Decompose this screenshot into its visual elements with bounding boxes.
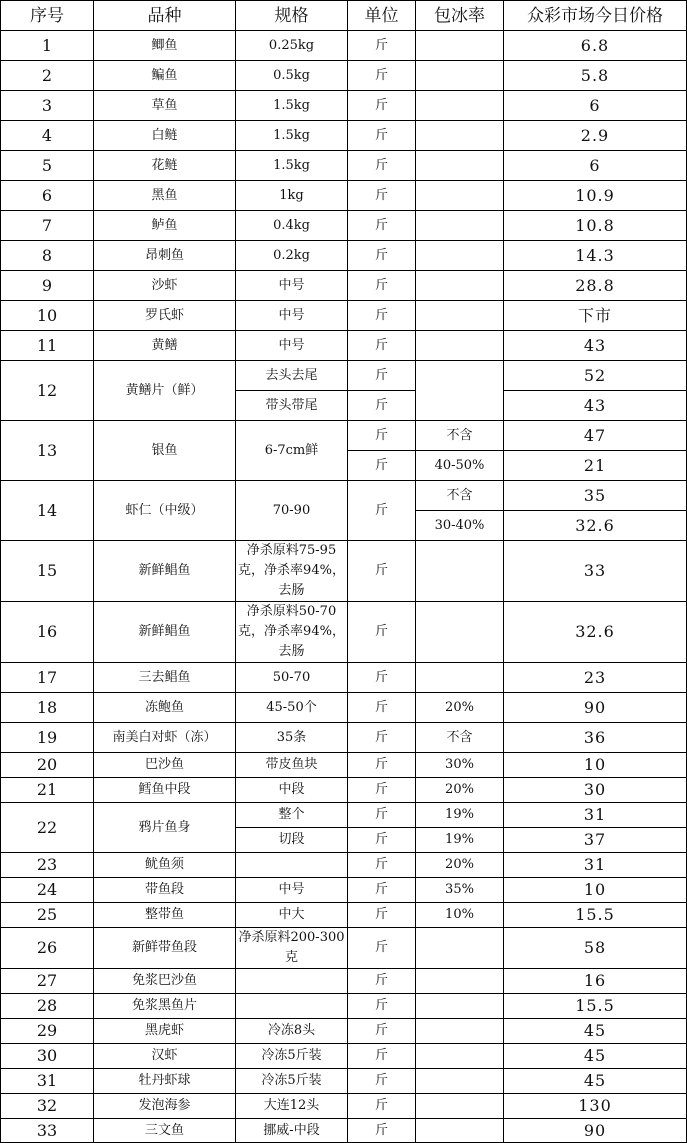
row-no: 26 xyxy=(1,928,94,969)
table-row xyxy=(1,803,687,828)
row-variety: 草鱼 xyxy=(94,91,236,121)
row-variety: 昂刺鱼 xyxy=(94,241,236,271)
row-variety: 鲫鱼 xyxy=(94,31,236,61)
table-row xyxy=(1,878,687,903)
row-unit: 斤 xyxy=(348,903,416,928)
row-unit: 斤 xyxy=(348,91,416,121)
row-spec: 45-50个 xyxy=(236,693,348,723)
row-unit: 斤 xyxy=(348,602,416,663)
row-price: 15.5 xyxy=(504,994,687,1019)
table-row xyxy=(1,421,687,451)
row-price: 10.9 xyxy=(504,181,687,211)
row-ice-rate xyxy=(416,994,504,1019)
row-no: 28 xyxy=(1,994,94,1019)
row-spec: 1.5kg xyxy=(236,121,348,151)
row-price: 43 xyxy=(504,391,687,421)
row-ice-rate xyxy=(416,361,504,421)
row-unit: 斤 xyxy=(348,61,416,91)
row-unit: 斤 xyxy=(348,753,416,778)
row-variety: 黄鳝 xyxy=(94,331,236,361)
row-unit: 斤 xyxy=(348,1044,416,1069)
header-spec: 规格 xyxy=(236,1,348,31)
row-ice-rate: 20% xyxy=(416,778,504,803)
row-ice-rate: 30-40% xyxy=(416,511,504,541)
row-unit: 斤 xyxy=(348,541,416,602)
row-variety: 巴沙鱼 xyxy=(94,753,236,778)
row-unit: 斤 xyxy=(348,723,416,753)
row-price: 5.8 xyxy=(504,61,687,91)
row-price: 33 xyxy=(504,541,687,602)
row-price: 52 xyxy=(504,361,687,391)
row-ice-rate xyxy=(416,91,504,121)
row-no: 21 xyxy=(1,778,94,803)
row-ice-rate xyxy=(416,61,504,91)
row-spec xyxy=(236,969,348,994)
row-ice-rate xyxy=(416,663,504,693)
row-no: 32 xyxy=(1,1094,94,1119)
row-unit: 斤 xyxy=(348,969,416,994)
row-unit: 斤 xyxy=(348,451,416,481)
row-no: 7 xyxy=(1,211,94,241)
row-spec: 70-90 xyxy=(236,481,348,541)
row-price: 43 xyxy=(504,331,687,361)
row-spec: 0.5kg xyxy=(236,61,348,91)
row-variety: 免浆巴沙鱼 xyxy=(94,969,236,994)
row-spec: 切段 xyxy=(236,828,348,853)
row-unit: 斤 xyxy=(348,31,416,61)
row-price: 6 xyxy=(504,151,687,181)
row-no: 5 xyxy=(1,151,94,181)
row-spec: 6-7cm鲜 xyxy=(236,421,348,481)
row-ice-rate: 不含 xyxy=(416,723,504,753)
header-variety: 品种 xyxy=(94,1,236,31)
row-no: 4 xyxy=(1,121,94,151)
row-variety: 新鲜鲳鱼 xyxy=(94,602,236,663)
row-no: 2 xyxy=(1,61,94,91)
row-ice-rate: 不含 xyxy=(416,421,504,451)
row-no: 3 xyxy=(1,91,94,121)
row-variety: 整带鱼 xyxy=(94,903,236,928)
row-spec: 35条 xyxy=(236,723,348,753)
row-spec: 中号 xyxy=(236,331,348,361)
row-unit: 斤 xyxy=(348,361,416,391)
row-no: 8 xyxy=(1,241,94,271)
row-price: 35 xyxy=(504,481,687,511)
row-no: 18 xyxy=(1,693,94,723)
table-row xyxy=(1,1119,687,1143)
row-spec: 带皮鱼块 xyxy=(236,753,348,778)
row-unit: 斤 xyxy=(348,1119,416,1143)
row-no: 24 xyxy=(1,878,94,903)
row-spec: 净杀原料200-300克 xyxy=(236,928,348,969)
row-price: 90 xyxy=(504,1119,687,1143)
row-price: 45 xyxy=(504,1069,687,1094)
row-no: 17 xyxy=(1,663,94,693)
row-spec: 1.5kg xyxy=(236,91,348,121)
table-row xyxy=(1,151,687,181)
row-ice-rate: 20% xyxy=(416,693,504,723)
row-unit: 斤 xyxy=(348,241,416,271)
row-variety: 黑虎虾 xyxy=(94,1019,236,1044)
row-spec: 0.4kg xyxy=(236,211,348,241)
table-row xyxy=(1,301,687,331)
table-body xyxy=(1,31,687,1143)
row-spec: 中号 xyxy=(236,301,348,331)
row-price: 47 xyxy=(504,421,687,451)
table-row xyxy=(1,1069,687,1094)
row-variety: 免浆黑鱼片 xyxy=(94,994,236,1019)
row-spec: 中段 xyxy=(236,778,348,803)
row-ice-rate xyxy=(416,928,504,969)
row-price: 6 xyxy=(504,91,687,121)
row-variety: 虾仁（中级） xyxy=(94,481,236,541)
table-row xyxy=(1,903,687,928)
row-spec: 中大 xyxy=(236,903,348,928)
table-row xyxy=(1,602,687,663)
table-row xyxy=(1,31,687,61)
row-ice-rate xyxy=(416,1019,504,1044)
row-no: 23 xyxy=(1,853,94,878)
row-no: 31 xyxy=(1,1069,94,1094)
row-no: 11 xyxy=(1,331,94,361)
row-no: 20 xyxy=(1,753,94,778)
row-ice-rate xyxy=(416,241,504,271)
row-ice-rate: 30% xyxy=(416,753,504,778)
row-variety: 罗氏虾 xyxy=(94,301,236,331)
row-spec: 带头带尾 xyxy=(236,391,348,421)
table-row xyxy=(1,1019,687,1044)
row-price: 16 xyxy=(504,969,687,994)
row-unit: 斤 xyxy=(348,151,416,181)
row-ice-rate xyxy=(416,181,504,211)
row-price: 45 xyxy=(504,1019,687,1044)
row-variety: 鱿鱼须 xyxy=(94,853,236,878)
row-no: 27 xyxy=(1,969,94,994)
table-row xyxy=(1,91,687,121)
row-ice-rate xyxy=(416,151,504,181)
row-unit: 斤 xyxy=(348,1094,416,1119)
row-spec: 50-70 xyxy=(236,663,348,693)
row-unit: 斤 xyxy=(348,271,416,301)
table-row xyxy=(1,331,687,361)
row-unit: 斤 xyxy=(348,828,416,853)
row-price: 32.6 xyxy=(504,602,687,663)
row-unit: 斤 xyxy=(348,331,416,361)
header-ice-rate: 包冰率 xyxy=(416,1,504,31)
row-unit: 斤 xyxy=(348,421,416,451)
row-variety: 鳕鱼中段 xyxy=(94,778,236,803)
row-ice-rate: 10% xyxy=(416,903,504,928)
row-no: 10 xyxy=(1,301,94,331)
table-row xyxy=(1,1094,687,1119)
table-row xyxy=(1,241,687,271)
row-ice-rate: 35% xyxy=(416,878,504,903)
row-no: 29 xyxy=(1,1019,94,1044)
row-price: 10 xyxy=(504,753,687,778)
row-spec: 冷冻5斤装 xyxy=(236,1069,348,1094)
header-unit: 单位 xyxy=(348,1,416,31)
row-spec: 冷冻8头 xyxy=(236,1019,348,1044)
row-spec: 1.5kg xyxy=(236,151,348,181)
row-variety: 牡丹虾球 xyxy=(94,1069,236,1094)
row-price: 90 xyxy=(504,693,687,723)
row-unit: 斤 xyxy=(348,663,416,693)
table-row xyxy=(1,211,687,241)
row-ice-rate xyxy=(416,541,504,602)
table-row xyxy=(1,969,687,994)
row-variety: 汉虾 xyxy=(94,1044,236,1069)
row-variety: 南美白对虾（冻） xyxy=(94,723,236,753)
row-no: 25 xyxy=(1,903,94,928)
row-variety: 鸦片鱼身 xyxy=(94,803,236,853)
row-price: 58 xyxy=(504,928,687,969)
header-no: 序号 xyxy=(1,1,94,31)
row-no: 14 xyxy=(1,481,94,541)
row-price: 31 xyxy=(504,853,687,878)
row-spec xyxy=(236,994,348,1019)
row-ice-rate xyxy=(416,31,504,61)
table-row xyxy=(1,723,687,753)
row-variety: 白鲢 xyxy=(94,121,236,151)
row-price: 2.9 xyxy=(504,121,687,151)
row-price: 23 xyxy=(504,663,687,693)
row-ice-rate xyxy=(416,1069,504,1094)
row-no: 15 xyxy=(1,541,94,602)
row-price: 45 xyxy=(504,1044,687,1069)
row-no: 6 xyxy=(1,181,94,211)
row-spec: 净杀原料50-70克，净杀率94%，去肠 xyxy=(236,602,348,663)
row-ice-rate: 20% xyxy=(416,853,504,878)
row-ice-rate: 19% xyxy=(416,828,504,853)
row-price: 31 xyxy=(504,803,687,828)
table-row xyxy=(1,361,687,391)
table-row xyxy=(1,663,687,693)
row-unit: 斤 xyxy=(348,878,416,903)
row-ice-rate xyxy=(416,1119,504,1143)
row-variety: 鲈鱼 xyxy=(94,211,236,241)
row-no: 19 xyxy=(1,723,94,753)
table-row xyxy=(1,778,687,803)
row-spec: 冷冻5斤装 xyxy=(236,1044,348,1069)
row-spec: 去头去尾 xyxy=(236,361,348,391)
header-row xyxy=(1,1,687,31)
row-no: 13 xyxy=(1,421,94,481)
row-price: 6.8 xyxy=(504,31,687,61)
row-price: 30 xyxy=(504,778,687,803)
table-row xyxy=(1,181,687,211)
table-row xyxy=(1,994,687,1019)
row-spec: 1kg xyxy=(236,181,348,211)
row-unit: 斤 xyxy=(348,481,416,541)
row-price: 15.5 xyxy=(504,903,687,928)
table-row xyxy=(1,541,687,602)
table-row xyxy=(1,271,687,301)
row-unit: 斤 xyxy=(348,181,416,211)
row-unit: 斤 xyxy=(348,1069,416,1094)
row-price: 130 xyxy=(504,1094,687,1119)
row-ice-rate xyxy=(416,1044,504,1069)
row-ice-rate xyxy=(416,969,504,994)
row-variety: 黄鳝片（鲜） xyxy=(94,361,236,421)
row-spec: 0.2kg xyxy=(236,241,348,271)
row-variety: 三去鲳鱼 xyxy=(94,663,236,693)
row-unit: 斤 xyxy=(348,928,416,969)
table-row xyxy=(1,1044,687,1069)
table-row xyxy=(1,753,687,778)
row-variety: 黑鱼 xyxy=(94,181,236,211)
row-unit: 斤 xyxy=(348,391,416,421)
row-no: 33 xyxy=(1,1119,94,1143)
row-spec xyxy=(236,853,348,878)
row-ice-rate: 19% xyxy=(416,803,504,828)
table-row xyxy=(1,693,687,723)
row-price: 32.6 xyxy=(504,511,687,541)
row-price: 14.3 xyxy=(504,241,687,271)
row-ice-rate xyxy=(416,301,504,331)
row-spec: 净杀原料75-95克，净杀率94%，去肠 xyxy=(236,541,348,602)
row-variety: 银鱼 xyxy=(94,421,236,481)
row-spec: 整个 xyxy=(236,803,348,828)
row-no: 22 xyxy=(1,803,94,853)
row-unit: 斤 xyxy=(348,803,416,828)
row-unit: 斤 xyxy=(348,121,416,151)
row-ice-rate xyxy=(416,1094,504,1119)
row-ice-rate xyxy=(416,331,504,361)
row-spec: 中号 xyxy=(236,271,348,301)
row-price: 10.8 xyxy=(504,211,687,241)
table-row xyxy=(1,61,687,91)
row-variety: 冻鲍鱼 xyxy=(94,693,236,723)
row-price: 下市 xyxy=(504,301,687,331)
row-ice-rate xyxy=(416,602,504,663)
row-unit: 斤 xyxy=(348,211,416,241)
row-no: 12 xyxy=(1,361,94,421)
row-spec: 0.25kg xyxy=(236,31,348,61)
row-price: 36 xyxy=(504,723,687,753)
row-unit: 斤 xyxy=(348,301,416,331)
row-unit: 斤 xyxy=(348,853,416,878)
row-ice-rate xyxy=(416,271,504,301)
row-price: 10 xyxy=(504,878,687,903)
row-variety: 沙虾 xyxy=(94,271,236,301)
row-ice-rate xyxy=(416,121,504,151)
row-variety: 三文鱼 xyxy=(94,1119,236,1143)
row-ice-rate xyxy=(416,211,504,241)
row-no: 30 xyxy=(1,1044,94,1069)
row-unit: 斤 xyxy=(348,778,416,803)
row-spec: 挪威-中段 xyxy=(236,1119,348,1143)
table-row xyxy=(1,121,687,151)
table-row xyxy=(1,853,687,878)
row-no: 9 xyxy=(1,271,94,301)
row-no: 16 xyxy=(1,602,94,663)
row-unit: 斤 xyxy=(348,994,416,1019)
row-price: 21 xyxy=(504,451,687,481)
row-price: 28.8 xyxy=(504,271,687,301)
row-variety: 新鲜鲳鱼 xyxy=(94,541,236,602)
row-variety: 发泡海参 xyxy=(94,1094,236,1119)
row-no: 1 xyxy=(1,31,94,61)
row-ice-rate: 不含 xyxy=(416,481,504,511)
row-unit: 斤 xyxy=(348,1019,416,1044)
table-row xyxy=(1,928,687,969)
row-price: 37 xyxy=(504,828,687,853)
row-variety: 带鱼段 xyxy=(94,878,236,903)
row-ice-rate: 40-50% xyxy=(416,451,504,481)
row-unit: 斤 xyxy=(348,693,416,723)
row-variety: 鳊鱼 xyxy=(94,61,236,91)
header-price: 众彩市场今日价格 xyxy=(504,1,687,31)
table-row xyxy=(1,481,687,511)
row-variety: 新鲜带鱼段 xyxy=(94,928,236,969)
row-spec: 中号 xyxy=(236,878,348,903)
row-variety: 花鲢 xyxy=(94,151,236,181)
row-spec: 大连12头 xyxy=(236,1094,348,1119)
